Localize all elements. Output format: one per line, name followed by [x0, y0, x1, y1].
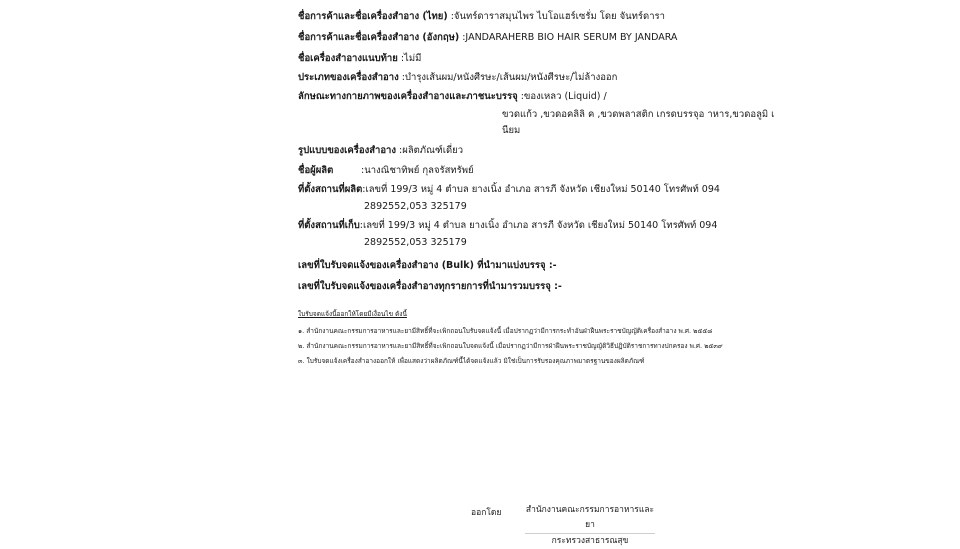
cosmetic-type-field: [298, 71, 617, 85]
english-trade-name-value: :JANDARAHERB BIO HAIR SERUM BY JANDARA: [462, 32, 678, 43]
bulk-notification-number: เลขที่ใบรับจดแจ้งของเครื่องสำอาง (Bulk) ที่นำมาแบ่งบรรจุ :-: [298, 260, 557, 271]
product-form-label: รูปแบบของเครื่องสำอาง: [298, 145, 397, 156]
product-form-value: :ผลิตภัณฑ์เดี่ยว: [399, 145, 464, 156]
factory-address-field: [298, 183, 720, 197]
agency-name-line-1: สำนักงานคณะกรรมการอาหารและยา: [525, 503, 655, 534]
condition-item-1: ๑. สำนักงานคณะกรรมการอาหารและยามีสิทธิ์ที่จะเพิกถอนใบรับจดแจ้งนี้ เมื่อปรากฏว่ามีการกระทำอันฝ่าฝืนพระราชบัญญัติเครื่องสำอาง พ.ศ. ๒๕๕๘: [298, 327, 713, 335]
storage-address-value: :เลขที่ 199/3 หมู่ 4 ตำบล ยางเนิ้ง อำเภอ สารภี จังหวัด เชียงใหม่ 50140 โทรศัพท์ 094: [359, 220, 718, 231]
english-trade-name-field: [298, 31, 677, 45]
condition-item-2: ๒. สำนักงานคณะกรรมการอาหารและยามีสิทธิ์ที่จะเพิกถอนใบจดแจ้งนี้ เมื่อปรากฏว่ามีการฝ่าฝืนพระราชบัญญัติวิธีปฏิบัติราชการทางปกครอง พ.ศ. ๒๕๓๙: [298, 342, 723, 350]
conditions-title: ใบรับจดแจ้งนี้ออกให้โดยมีเงื่อนไข ดังนี้: [298, 310, 407, 318]
storage-address-field: [298, 219, 717, 233]
storage-address-label: ที่ตั้งสถานที่เก็บ: [298, 220, 360, 231]
manufacturer-value: :นางณิชาทิพย์ กุลจรัสทรัพย์: [361, 165, 474, 176]
factory-address-continuation: 2892552,053 325179: [364, 201, 467, 212]
combined-notification-number: เลขที่ใบรับจดแจ้งของเครื่องสำอางทุกรายการที่นำมารวมบรรจุ :-: [298, 281, 562, 292]
product-form-field: [298, 144, 463, 158]
container-continuation-line-1: ขวดแก้ว ,ขวดอคลิลิ ค ,ขวดพลาสติก เกรดบรรจุอ าหาร,ขวดอลูมิ เ: [502, 109, 775, 120]
physical-form-field: [298, 90, 607, 104]
factory-address-label: ที่ตั้งสถานที่ผลิต: [298, 184, 363, 195]
manufacturer-field: [298, 164, 474, 178]
thai-trade-name-value: :จันทร์ดาราสมุนไพร ไบโอแฮร์เซรั่ม โดย จันทร์ดารา: [450, 11, 665, 22]
condition-item-3: ๓. ใบรับจดแจ้งเครื่องสำอางออกให้ เพื่อแสดงว่าผลิตภัณฑ์นี้ได้จดแจ้งแล้ว มิใช่เป็นการรับรองคุณภาพมาตรฐานของผลิตภัณฑ์: [298, 357, 645, 365]
container-continuation-line-2: นียม: [502, 125, 521, 136]
manufacturer-label: ชื่อผู้ผลิต: [298, 165, 334, 176]
issuing-agency: [525, 503, 655, 549]
cosmetic-type-label: ประเภทของเครื่องสำอาง: [298, 72, 399, 83]
agency-name-line-2: กระทรวงสาธารณสุข: [551, 536, 629, 546]
thai-trade-name-label: ชื่อการค้าและชื่อเครื่องสำอาง (ไทย): [298, 11, 448, 22]
physical-form-value: :ของเหลว (Liquid) /: [520, 91, 607, 102]
thai-trade-name-field: [298, 10, 665, 24]
attached-name-field: [298, 52, 421, 66]
factory-address-value: :เลขที่ 199/3 หมู่ 4 ตำบล ยางเนิ้ง อำเภอ สารภี จังหวัด เชียงใหม่ 50140 โทรศัพท์ 094: [362, 184, 720, 195]
english-trade-name-label: ชื่อการค้าและชื่อเครื่องสำอาง (อังกฤษ): [298, 32, 460, 43]
storage-address-continuation: 2892552,053 325179: [364, 237, 467, 248]
cosmetic-type-value: :บำรุงเส้นผม/หนังศีรษะ/เส้นผม/หนังศีรษะ/ไม่ล้างออก: [401, 72, 618, 83]
issued-by-label: ออกโดย: [471, 508, 502, 518]
attached-name-label: ชื่อเครื่องสำอางแนบท้าย: [298, 53, 398, 64]
attached-name-value: :ไม่มี: [400, 53, 422, 64]
physical-form-label: ลักษณะทางกายภาพของเครื่องสำอางและภาชนะบรรจุ: [298, 91, 518, 102]
